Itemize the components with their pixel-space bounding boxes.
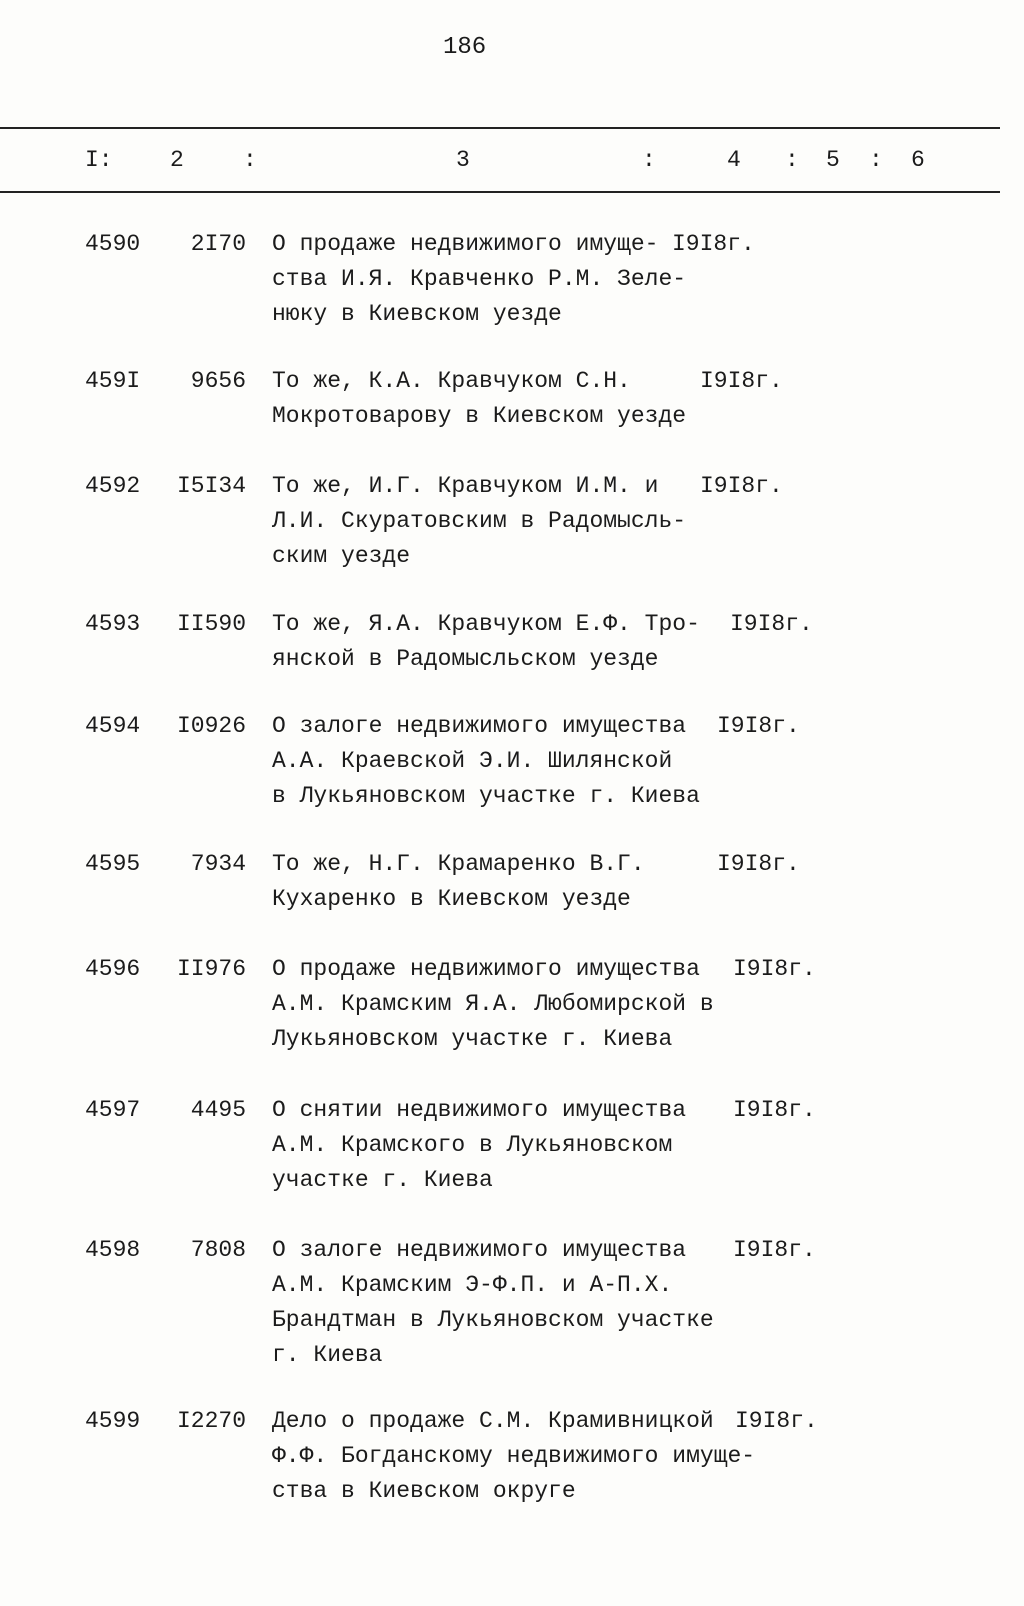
entry-year: I9I8г. <box>733 1237 816 1263</box>
description-line: То же, Я.А. Кравчуком Е.Ф. Тро- <box>272 611 700 637</box>
description-line: Ф.Ф. Богданскому недвижимого имуще- <box>272 1443 756 1469</box>
description-line: Лукьяновском участке г. Киева <box>272 1026 673 1052</box>
header-separator: : <box>785 147 799 173</box>
description-line: О продаже недвижимого имуще- <box>272 231 659 257</box>
header-col-5: 5 <box>826 147 840 173</box>
entry-year: I9I8г. <box>717 713 800 739</box>
page-number: 186 <box>443 34 487 61</box>
entry-reference: I5I34 <box>176 473 246 499</box>
entry-description <box>272 227 686 332</box>
entry-reference: 4495 <box>190 1097 246 1123</box>
entry-reference: 2I70 <box>190 231 246 257</box>
entry-number: 4595 <box>85 851 141 877</box>
description-line: Дело о продаже С.М. Крамивницкой <box>272 1408 714 1434</box>
entry-description <box>272 469 686 574</box>
entry-number: 4592 <box>85 473 141 499</box>
entry-reference: II590 <box>176 611 246 637</box>
entry-description <box>272 1093 686 1198</box>
description-line: То же, Н.Г. Крамаренко В.Г. <box>272 851 645 877</box>
entry-number: 4597 <box>85 1097 141 1123</box>
description-line: То же, И.Г. Кравчуком И.М. и <box>272 473 659 499</box>
entry-description <box>272 709 700 814</box>
header-col-2: 2 <box>170 147 184 173</box>
entry-reference: 9656 <box>190 368 246 394</box>
entry-reference: II976 <box>176 956 246 982</box>
description-line: Брандтман в Лукьяновском участке <box>272 1307 714 1333</box>
description-line: А.М. Крамского в Лукьяновском <box>272 1132 673 1158</box>
entry-reference: 7934 <box>190 851 246 877</box>
description-line: г. Киева <box>272 1342 383 1368</box>
header-bottom-rule <box>0 191 1000 193</box>
header-col-3: 3 <box>456 147 470 173</box>
entry-description <box>272 1233 714 1373</box>
description-line: А.М. Крамским Я.А. Любомирской в <box>272 991 714 1017</box>
description-line: О снятии недвижимого имущества <box>272 1097 687 1123</box>
header-col-6: 6 <box>911 147 925 173</box>
entry-reference: I0926 <box>176 713 246 739</box>
entry-description <box>272 364 686 434</box>
description-line: А.М. Крамским Э-Ф.П. и А-П.Х. <box>272 1272 673 1298</box>
description-line: в Лукьяновском участке г. Киева <box>272 783 700 809</box>
description-line: Мокротоварову в Киевском уезде <box>272 403 687 429</box>
entry-reference: 7808 <box>190 1237 246 1263</box>
entry-year: I9I8г. <box>735 1408 818 1434</box>
header-separator: : <box>869 147 883 173</box>
description-line: То же, К.А. Кравчуком С.Н. <box>272 368 631 394</box>
description-line: Л.И. Скуратовским в Радомысль- <box>272 508 687 534</box>
description-line: участке г. Киева <box>272 1167 493 1193</box>
description-line: Кухаренко в Киевском уезде <box>272 886 631 912</box>
entry-year: I9I8г. <box>700 473 783 499</box>
entry-year: I9I8г. <box>717 851 800 877</box>
entry-number: 4599 <box>85 1408 141 1434</box>
entry-number: 4596 <box>85 956 141 982</box>
description-line: ства И.Я. Кравченко Р.М. Зеле- <box>272 266 687 292</box>
entry-description <box>272 952 714 1057</box>
header-col-1: I: <box>85 147 113 173</box>
entry-number: 4598 <box>85 1237 141 1263</box>
description-line: ским уезде <box>272 543 411 569</box>
description-line: нюку в Киевском уезде <box>272 301 562 327</box>
entry-description <box>272 1404 755 1509</box>
entry-year: I9I8г. <box>672 231 755 257</box>
header-separator: : <box>642 147 656 173</box>
entry-year: I9I8г. <box>700 368 783 394</box>
entry-year: I9I8г. <box>733 956 816 982</box>
entry-description <box>272 847 645 917</box>
description-line: О залоге недвижимого имущества <box>272 713 687 739</box>
header-col-4: 4 <box>727 147 741 173</box>
description-line: О продаже недвижимого имущества <box>272 956 700 982</box>
entry-year: I9I8г. <box>730 611 813 637</box>
entry-number: 4590 <box>85 231 141 257</box>
header-top-rule <box>0 127 1000 129</box>
description-line: А.А. Краевской Э.И. Шилянской <box>272 748 673 774</box>
entry-number: 4594 <box>85 713 141 739</box>
entry-description <box>272 607 700 677</box>
entry-year: I9I8г. <box>733 1097 816 1123</box>
description-line: янской в Радомысльском уезде <box>272 646 659 672</box>
description-line: ства в Киевском округе <box>272 1478 576 1504</box>
entry-number: 4593 <box>85 611 141 637</box>
header-separator: : <box>243 147 257 173</box>
entry-number: 459I <box>85 368 141 394</box>
entry-reference: I2270 <box>176 1408 246 1434</box>
description-line: О залоге недвижимого имущества <box>272 1237 687 1263</box>
